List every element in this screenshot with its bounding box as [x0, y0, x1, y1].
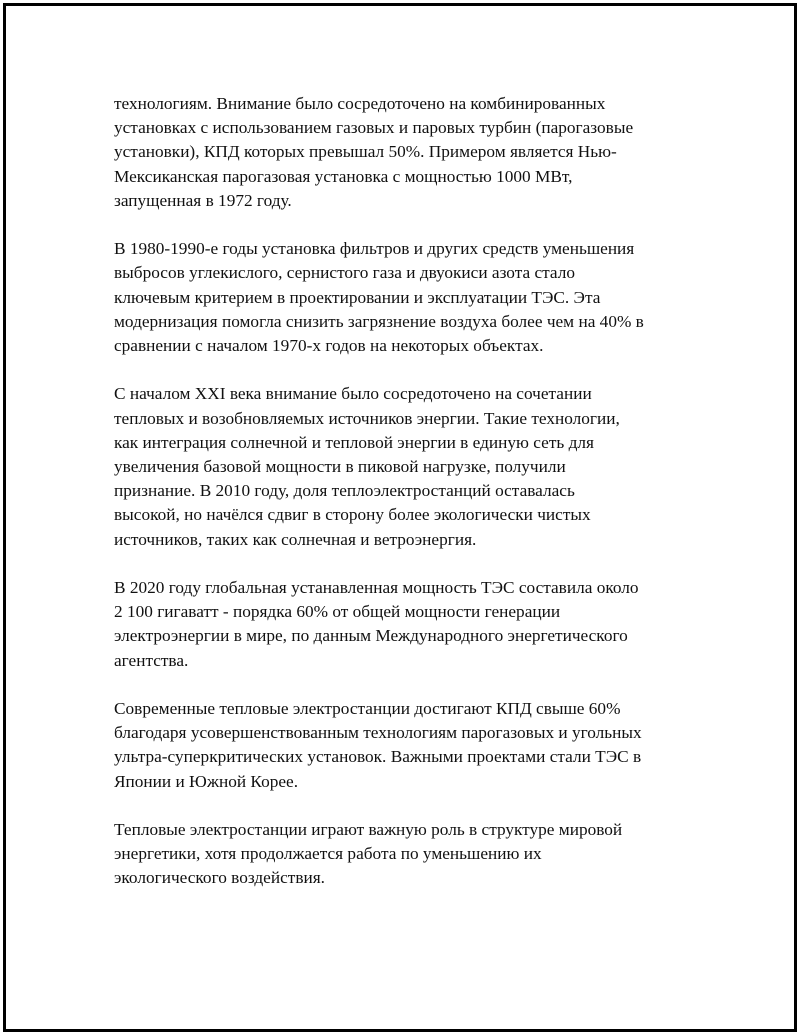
- text-line: как интеграция солнечной и тепловой энергии в единую сеть для: [114, 432, 594, 452]
- text-line: агентства.: [114, 650, 189, 670]
- text-line: ключевым критерием в проектировании и эксплуатации ТЭС. Эта: [114, 287, 601, 307]
- text-line: Современные тепловые электростанции достигают КПД свыше 60%: [114, 699, 621, 719]
- text-line: сравнении с началом 1970-х годов на некоторых объектах.: [114, 336, 544, 356]
- text-line: установки), КПД которых превышал 50%. Примером является Нью-: [114, 142, 617, 162]
- text-line: выбросов углекислого, сернистого газа и двуокиси азота стало: [114, 263, 575, 283]
- text-line: 2 100 гигаватт - порядка 60% от общей мощности генерации: [114, 602, 561, 622]
- text-line: ультра-суперкритических установок. Важными проектами стали ТЭС в: [114, 747, 642, 767]
- text-line: признание. В 2010 году, доля теплоэлектростанций оставалась: [114, 481, 575, 501]
- text-line: источников, таких как солнечная и ветроэнергия.: [114, 529, 477, 549]
- text-line: технологиям. Внимание было сосредоточено на комбинированных: [114, 94, 606, 113]
- paragraph: [114, 818, 700, 891]
- text-line: установках с использованием газовых и паровых турбин (парогазовые: [114, 118, 634, 138]
- text-line: С началом XXI века внимание было сосредоточено на сочетании: [114, 384, 592, 404]
- paragraph: [114, 697, 700, 794]
- text-line: энергетики, хотя продолжается работа по уменьшению их: [114, 844, 542, 864]
- text-line: благодаря усовершенствованным технологиям парогазовых и угольных: [114, 723, 642, 743]
- text-line: Мексиканская парогазовая установка с мощностью 1000 МВт,: [114, 166, 573, 186]
- text-line: Тепловые электростанции играют важную роль в структуре мировой: [114, 820, 623, 840]
- text-line: экологического воздействия.: [114, 868, 325, 888]
- paragraph: [114, 237, 700, 358]
- text-line: модернизация помогла снизить загрязнение воздуха более чем на 40% в: [114, 311, 644, 331]
- paragraph: [114, 92, 700, 213]
- text-line: высокой, но начёлся сдвиг в сторону более экологически чистых: [114, 505, 591, 525]
- text-line: Японии и Южной Корее.: [114, 771, 299, 791]
- text-line: запущенная в 1972 году.: [114, 190, 292, 210]
- text-line: электроэнергии в мире, по данным Международного энергетического: [114, 626, 628, 646]
- text-line: увеличения базовой мощности в пиковой нагрузке, получили: [114, 457, 566, 477]
- document-body: [114, 92, 700, 915]
- text-line: тепловых и возобновляемых источников энергии. Такие технологии,: [114, 408, 620, 428]
- text-line: В 1980-1990-е годы установка фильтров и других средств уменьшения: [114, 239, 635, 259]
- paragraph: [114, 576, 700, 673]
- text-line: В 2020 году глобальная устанавленная мощность ТЭС составила около: [114, 578, 639, 598]
- paragraph: [114, 382, 700, 551]
